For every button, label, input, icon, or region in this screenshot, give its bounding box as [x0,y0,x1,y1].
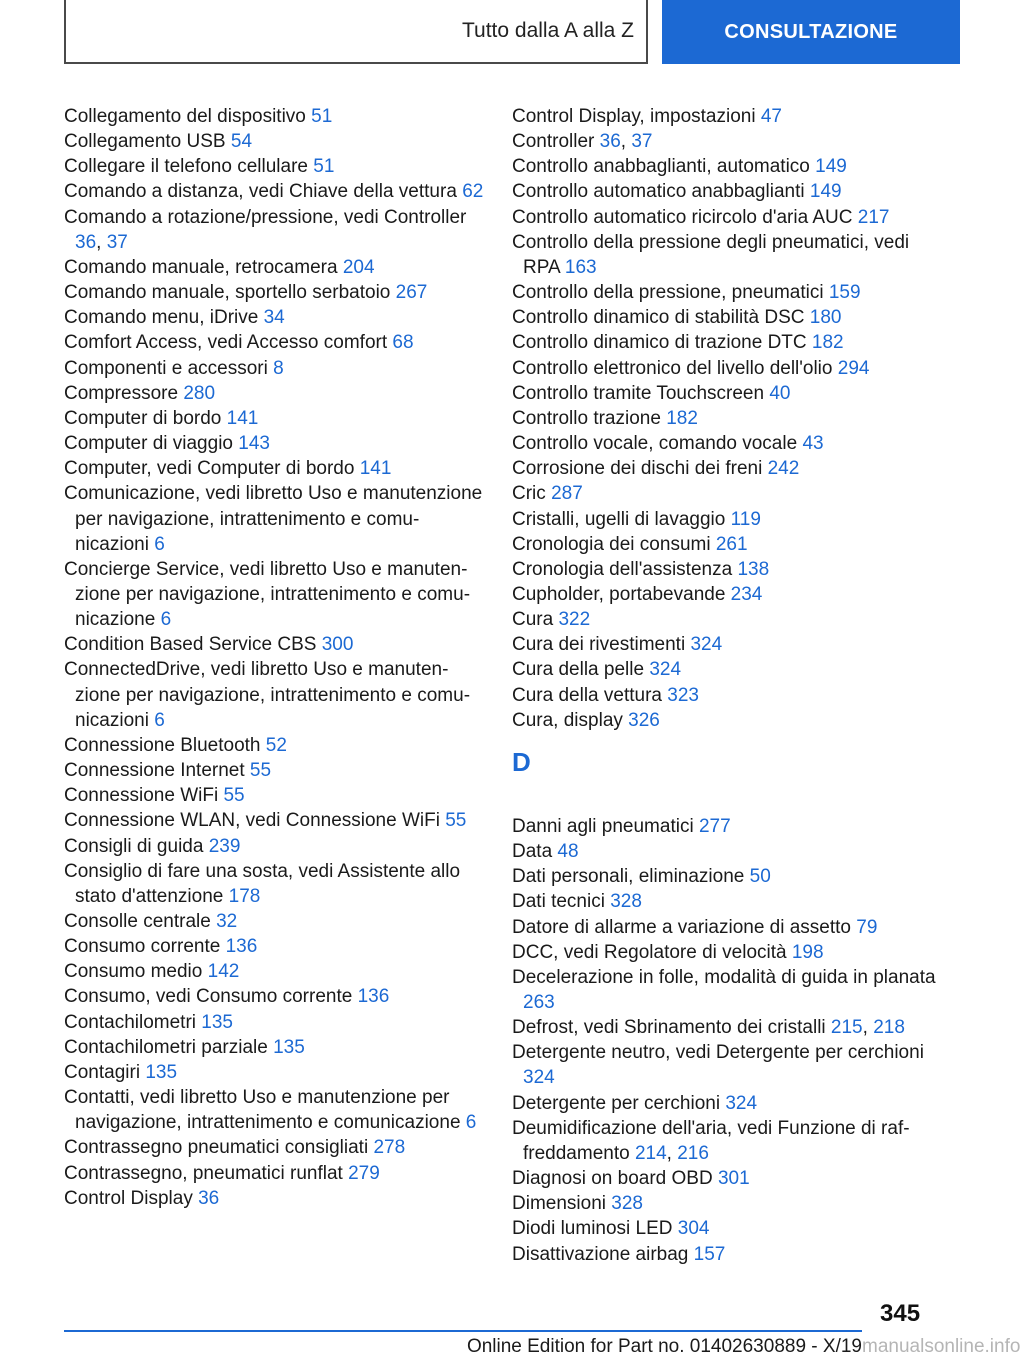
index-entry-text: Collegare il telefono cellulare [64,156,308,178]
page-reference-link[interactable]: 48 [557,841,579,863]
footer-edition: Online Edition for Part no. 01402630889 - X/19 [466,1336,862,1357]
page-reference-link[interactable]: 182 [811,332,844,354]
index-entry-text: Controllo elettronico del livello dell'olio [512,357,833,379]
page-reference-link[interactable]: 135 [273,1036,305,1058]
index-entry [64,255,484,280]
index-entry [64,456,484,481]
page-reference-link[interactable]: 279 [348,1162,380,1184]
page-reference-link[interactable]: 135 [201,1011,233,1033]
index-entry-text: Controllo automatico ricircolo d'aria AUC [512,206,853,228]
page-reference-link[interactable]: 43 [802,433,824,455]
index-entry-text: Detergente per cerchioni [512,1092,721,1114]
index-entry [512,330,942,355]
index-entry [64,179,484,204]
index-entry-text: Corrosione dei dischi dei freni [512,458,763,480]
index-entry-text: Controllo tramite Touchscreen [512,382,765,404]
page-reference-link[interactable]: 142 [207,961,240,983]
index-group-d [512,814,942,1267]
index-entry [512,582,942,607]
page-reference-link[interactable]: 6 [154,533,165,555]
page-reference-link[interactable]: 40 [769,382,791,404]
page-reference-link[interactable]: 6 [160,609,172,631]
page-reference-link[interactable]: 62 [462,181,484,203]
page-reference-link[interactable]: 215 [830,1017,863,1039]
index-entry-text: Data [512,841,553,863]
index-entry: Comando a rotazione/pressione, vedi Controller 36, 37 [64,206,467,253]
index-entry-text: Controllo dinamico di stabilità DSC [512,307,805,329]
header-chapter-tab[interactable] [662,0,960,64]
index-entry [512,889,942,914]
page-reference-link[interactable]: 198 [791,941,824,963]
page-reference-link[interactable]: 36 [75,231,97,253]
index-entry [64,557,484,632]
index-entry-text: Cura della pelle [512,659,645,681]
page-reference-link[interactable]: 216 [677,1142,709,1164]
index-entry-text: Componenti e accessori [64,357,268,379]
index-entry [64,1135,484,1160]
index-entry-text: Computer di bordo [64,407,222,429]
page-reference-link[interactable]: 323 [667,684,699,706]
index-entry [512,532,942,557]
index-entry [64,330,484,355]
index-entry [512,154,942,179]
page-reference-link[interactable]: 277 [698,815,731,837]
index-entry-text: Decelerazione in folle, modalità di guida in planata [512,966,936,988]
page-reference-link[interactable]: 6 [465,1112,477,1134]
index-entry [64,381,484,406]
page-reference-link[interactable]: 149 [815,156,847,178]
index-entry [512,481,942,506]
page-reference-link[interactable]: 136 [225,936,258,958]
index-entry [64,1010,484,1035]
page-reference-link[interactable]: 51 [313,156,335,178]
index-entry [512,205,942,230]
page-reference-link[interactable]: 157 [693,1243,726,1265]
page-reference-link[interactable]: 324 [725,1092,758,1114]
page-reference-link[interactable]: 32 [216,911,238,932]
index-entry [512,179,942,204]
index-entry [512,607,942,632]
index-entry [512,915,942,940]
page-reference-link[interactable]: 324 [690,634,723,656]
index-entry-text: DCC, vedi Regolatore di velocità [512,941,787,963]
index-entry [512,104,942,129]
index-entry-text: Controllo vocale, comando vocale [512,433,798,455]
index-entry-text: Comando a rotazione/pressione, vedi Controller [64,206,467,228]
page-reference-link[interactable]: 280 [183,382,216,404]
page-reference-link[interactable]: 178 [228,885,261,907]
index-entry [512,1091,942,1116]
index-entry [512,940,942,965]
page-reference-link[interactable]: 135 [145,1061,178,1083]
index-entry [512,456,942,481]
index-entry-text: Cronologia dei consumi [512,533,711,555]
index-entry [64,859,484,909]
index-entry [512,814,942,839]
page-reference-link[interactable]: 324 [523,1067,555,1089]
index-entry [512,406,942,431]
index-entry [64,758,484,783]
page-reference-link[interactable]: 37 [631,131,653,153]
index-entry-text: Consiglio di fare una sosta, vedi Assistente allo stato d'attenzione [64,860,461,907]
index-entry-text: Dimensioni [512,1193,606,1215]
index-entry-text: ConnectedDrive, vedi libretto Uso e manutenzione per navigazione, intrattenimento e comunicazioni [64,659,471,731]
page-reference-link[interactable]: 182 [666,407,698,429]
index-entry-text: Comando manuale, retrocamera [64,256,338,278]
index-entry [64,1186,484,1211]
index-entry-text: Collegamento USB [64,131,226,153]
page-reference-link[interactable]: 119 [730,508,761,530]
page-reference-link[interactable]: 143 [238,433,270,455]
page-reference-link[interactable]: 300 [321,634,354,656]
index-entry-text: Controller [512,131,595,153]
index-entry [64,959,484,984]
index-entry-text: Cristalli, ugelli di lavaggio [512,508,726,530]
index-entry-text: Control Display [64,1187,193,1209]
index-entry-text: Comfort Access, vedi Accesso comfort [64,332,388,354]
watermark: manualsonline.info [862,1336,1020,1357]
index-entry [512,230,942,280]
index-entry [512,1191,942,1216]
index-entry [64,305,484,330]
index-entry-text: Cura dei rivestimenti [512,634,686,656]
index-entry [512,1040,942,1090]
index-entry [64,733,484,758]
index-entry-text: Controllo della pressione degli pneumatici, vedi RPA [512,231,910,278]
index-entry [64,431,484,456]
page-reference-link[interactable]: 55 [223,785,245,807]
index-entry-text: Connessione Internet [64,760,245,782]
index-entry: Deumidificazione dell'aria, vedi Funzione di raffreddamento 214, 216 [512,1117,910,1164]
index-entry-text: Comando menu, iDrive [64,307,259,329]
index-entry-text: Diagnosi on board OBD [512,1168,713,1190]
page-reference-link[interactable]: 261 [715,533,748,555]
index-entry [512,632,942,657]
page-reference-link[interactable]: 322 [558,609,591,631]
index-entry-text: Consumo, vedi Consumo corrente [64,986,353,1008]
index-entry [64,154,484,179]
page-reference-link[interactable]: 267 [395,282,428,304]
index-entry-text: Controllo dinamico di trazione DTC [512,332,807,354]
index-entry-text: Danni agli pneumatici [512,815,694,837]
index-entry-text: Consumo medio [64,961,203,983]
index-entry [512,305,942,330]
page-reference-link[interactable]: 136 [357,986,390,1008]
chapter-title: CONSULTAZIONE [724,20,898,43]
index-entry [64,808,484,833]
index-entry-text: Deumidificazione dell'aria, vedi Funzione di raffreddamento [512,1117,910,1164]
index-entry [64,834,484,859]
index-entry [512,280,942,305]
index-entry [512,839,942,864]
page-reference-link[interactable]: 159 [828,282,861,304]
page-reference-link[interactable]: 68 [392,332,414,354]
header-section-title [64,0,648,64]
index-entry-text: Contrassegno, pneumatici runflat [64,1162,343,1184]
page-reference-link[interactable]: 79 [856,916,878,938]
page-reference-link[interactable]: 51 [311,106,333,127]
page-reference-link[interactable]: 50 [749,866,771,888]
page-reference-link[interactable]: 141 [226,407,259,429]
index-entry-text: Controllo automatico anabbaglianti [512,181,805,203]
index-entry-text: Condition Based Service CBS [64,634,317,656]
page-reference-link[interactable]: 294 [837,357,870,379]
index-entry-text: Defrost, vedi Sbrinamento dei cristalli [512,1017,826,1039]
index-entry [64,657,484,732]
index-entry-text: Compressore [64,382,179,404]
page-reference-link[interactable]: 263 [523,992,555,1013]
index-entry [64,356,484,381]
page-reference-link[interactable]: 55 [249,760,272,782]
section-title: Tutto dalla A alla Z [462,19,634,42]
page-reference-link[interactable]: 328 [610,891,642,913]
page-reference-link[interactable]: 278 [373,1137,406,1159]
page-reference-link[interactable]: 54 [230,131,253,153]
index-entry [512,683,942,708]
index-entry [64,481,484,556]
index-entry-text: Contachilometri [64,1011,196,1033]
index-entry-text: Dati tecnici [512,891,605,913]
index-entry-text: Controllo anabbaglianti, automatico [512,156,810,178]
index-entry-text: Controllo trazione [512,407,661,429]
index-entry-text: Control Display, impostazioni [512,106,756,127]
index-entry-text: Dati personali, eliminazione [512,866,745,888]
index-entry [512,708,942,733]
index-entry-text: Cura della vettura [512,684,662,706]
page-reference-link[interactable]: 242 [767,458,800,480]
page-reference-link[interactable]: 301 [717,1168,750,1190]
page-reference-link[interactable]: 234 [730,583,763,605]
index-entry-text: Cupholder, portabevande [512,583,726,605]
index-entry [512,507,942,532]
page-reference-link[interactable]: 34 [263,307,285,329]
page-reference-link[interactable]: 324 [649,659,682,681]
index-entry-text: Cronologia dell'assistenza [512,558,733,580]
page-reference-link[interactable]: 55 [445,810,467,832]
page-reference-link[interactable]: 36 [198,1187,220,1209]
page-reference-link[interactable]: 218 [873,1017,905,1039]
page-reference-link[interactable]: 163 [564,256,597,278]
index-entry [64,1060,484,1085]
index-entry [512,381,942,406]
index-entry-text: Consumo corrente [64,936,221,958]
index-entry-text: Connessione Bluetooth [64,734,261,756]
index-entry [512,1166,942,1191]
index-group-c [512,104,942,733]
index-entry [64,783,484,808]
page-reference-link[interactable]: 304 [677,1218,710,1240]
index-entry-text: Contatti, vedi libretto Uso e manutenzione per navigazione, intrattenimento e comunicazione [64,1087,461,1134]
index-entry [64,984,484,1009]
index-entry [512,557,942,582]
index-entry [512,1216,942,1241]
index-entry-text: Contrassegno pneumatici consigliati [64,1137,369,1159]
index-entry-text: Cric [512,483,546,505]
page-reference-link[interactable]: 37 [106,231,128,253]
page-reference-link[interactable]: 149 [809,181,842,203]
index-entry [512,864,942,889]
page-reference-link[interactable]: 217 [857,206,890,228]
index-entry-text: Collegamento del dispositivo [64,106,306,127]
index-entry-text: Comunicazione, vedi libretto Uso e manutenzione per navigazione, intrattenimento e comunicazioni [64,483,483,555]
index-entry [512,1242,942,1267]
page-reference-link[interactable]: 138 [737,558,770,580]
index-entry [512,431,942,456]
index-entry-text: Cura, display [512,709,623,731]
page-reference-link[interactable]: 47 [760,106,782,127]
footer-divider [64,1330,862,1332]
section-letter: D [512,746,531,777]
index-entry [64,1085,484,1135]
page-reference-link[interactable]: 180 [809,307,842,329]
page-reference-link[interactable]: 8 [273,357,284,379]
index-entry [64,406,484,431]
index-entry [64,280,484,305]
index-entry [64,934,484,959]
page-reference-link[interactable]: 239 [208,835,241,857]
page-reference-link[interactable]: 36 [599,131,621,153]
index-entry [512,965,942,1015]
index-entry-text: Computer di viaggio [64,433,233,455]
index-column-left [64,104,484,1211]
page-reference-link[interactable]: 287 [551,483,583,505]
index-entry: Controller 36, 37 [512,131,653,153]
index-entry [512,356,942,381]
index-entry-text: Consolle centrale [64,911,211,932]
index-entry-text: Diodi luminosi LED [512,1218,673,1240]
index-entry-text: Datore di allarme a variazione di assetto [512,916,852,938]
index-entry [64,104,484,129]
index-entry [64,129,484,154]
index-entry-text: Detergente neutro, vedi Detergente per cerchioni [512,1042,924,1064]
index-entry [64,909,484,934]
index-entry: Defrost, vedi Sbrinamento dei cristalli 215, 218 [512,1017,905,1039]
index-entry-text: Cura [512,609,554,631]
index-entry-text: Contachilometri parziale [64,1036,268,1058]
page-reference-link[interactable]: 326 [628,709,660,731]
page-reference-link[interactable]: 6 [154,709,165,731]
index-entry-text: Controllo della pressione, pneumatici [512,282,824,304]
page-number: 345 [880,1300,921,1327]
index-entry [512,657,942,682]
index-entry-text: Connessione WLAN, vedi Connessione WiFi [64,810,440,832]
index-column-right [512,104,942,1267]
page-reference-link[interactable]: 141 [359,458,392,480]
index-entry [64,1035,484,1060]
index-entry-text: Computer, vedi Computer di bordo [64,458,355,480]
index-entry-text: Comando manuale, sportello serbatoio [64,282,391,304]
index-entry-text: Consigli di guida [64,835,204,857]
index-entry [64,1161,484,1186]
page-reference-link[interactable]: 52 [265,734,287,756]
index-entry-text: Connessione WiFi [64,785,219,807]
index-entry-text: Concierge Service, vedi libretto Uso e manutenzione per navigazione, intrattenimento e comunicazione [64,558,471,631]
index-entry-text: Comando a distanza, vedi Chiave della vettura [64,181,457,203]
index-entry [64,632,484,657]
page-reference-link[interactable]: 328 [611,1193,643,1215]
index-entry-text: Contagiri [64,1061,141,1083]
page-reference-link[interactable]: 204 [342,256,375,278]
index-entry-text: Disattivazione airbag [512,1243,689,1265]
page-reference-link[interactable]: 214 [634,1142,667,1164]
